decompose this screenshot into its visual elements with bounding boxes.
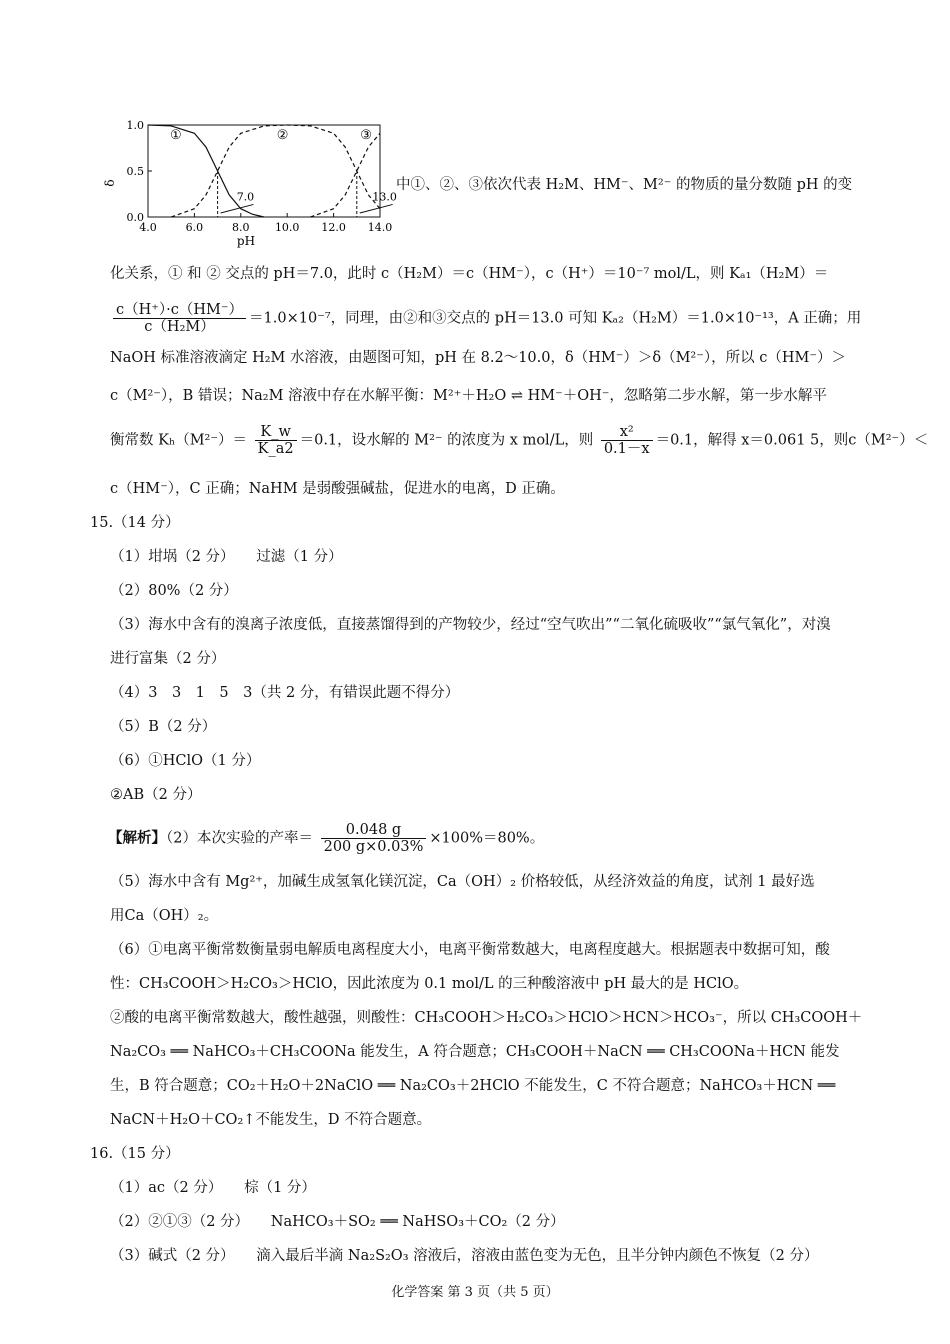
- text-line: c（HM⁻），C 正确；NaHM 是弱酸强碱盐，促进水的电离，D 正确。: [110, 481, 565, 497]
- series-label: ②: [276, 127, 289, 143]
- answer-line: （4）3 3 1 5 3（共 2 分，有错误此题不得分）: [110, 685, 460, 701]
- answer-line: （2）80%（2 分）: [110, 583, 238, 599]
- analysis-line: 【解析】（2）本次实验的产率＝ $\frac{0.048 g}{200 g\times 0.03\%}$ ×100%＝80%。: [108, 822, 545, 855]
- answer-line: （3）海水中含有的溴离子浓度低，直接蒸馏得到的产物较少，经过“空气吹出”“二氧化硫吸收”“氯气氧化”，对溴: [110, 617, 831, 633]
- series-label: ①: [170, 127, 182, 143]
- yield-fraction: $\frac{0.048 g}{200 g\times 0.03\%}$: [321, 822, 427, 855]
- x-tick-label: 14.0: [367, 221, 393, 234]
- answer-line: （6）①HClO（1 分）: [110, 753, 261, 769]
- text-line: 用Ca（OH）₂。: [110, 908, 219, 924]
- annotation-label: 7.0: [236, 190, 255, 204]
- text-line: NaOH 标准溶液滴定 H₂M 水溶液，由题图可知，pH 在 8.2～10.0，δ（HM⁻）＞δ（M²⁻），所以 c（HM⁻）＞: [110, 350, 847, 366]
- x-fraction: $\frac{\text{x²}}{0.1-x}$: [601, 424, 653, 457]
- series-2-curve: [171, 125, 380, 217]
- plot-frame: [148, 125, 380, 217]
- text-line-with-fractions: 衡常数 Kₕ（M²⁻）＝ $\frac{K\_w}{K\_a2}$ ＝0.1，设水解的 M²⁻ 的浓度为 x mol/L，则 $\frac{\text{x²}}{0.1-x}$ ＝0.1，解得 x＝0.061 5，则c（M²⁻）＜: [110, 424, 929, 457]
- series-label: ③: [360, 127, 372, 143]
- text-line-with-fraction: $\frac{c(H^+)\cdot c(HM^-)}{\text{c（H₂M）}}$ ＝1.0×10⁻⁷，同理，由②和③交点的 pH＝13.0 可知 Kₐ₂（H₂M）＝1.0×10⁻¹³，A 正确；用: [110, 302, 861, 335]
- x-tick-label: 12.0: [321, 221, 346, 234]
- answer-line: 进行富集（2 分）: [110, 651, 226, 667]
- text-line: 性：CH₃COOH＞H₂CO₃＞HClO，因此浓度为 0.1 mol/L 的三种酸溶液中 pH 最大的是 HClO。: [110, 976, 749, 992]
- series-3-curve: [310, 133, 380, 217]
- chart-caption-line: 中①、②、③依次代表 H₂M、HM⁻、M²⁻ 的物质的量分数随 pH 的变: [396, 177, 853, 193]
- x-tick-label: 6.0: [185, 221, 204, 234]
- ka1-fraction: $\frac{c(H^+)\cdot c(HM^-)}{\text{c（H₂M）}}$: [113, 302, 246, 335]
- x-tick-label: 8.0: [232, 221, 250, 234]
- answer-line: （1）ac（2 分） 棕（1 分）: [110, 1180, 316, 1196]
- text-line: c（M²⁻），B 错误；Na₂M 溶液中存在水解平衡：M²⁺＋H₂O ⇌ HM⁻＋OH⁻，忽略第二步水解，第一步水解平: [110, 388, 827, 404]
- text-line: （6）①电离平衡常数衡量弱电解质电离程度大小，电离平衡常数越大，电离程度越大。根据题表中数据可知，酸: [110, 942, 830, 958]
- distribution-chart: [100, 110, 400, 255]
- y-tick-label: 1.0: [126, 119, 144, 132]
- answer-line: （2）②①③（2 分） NaHCO₃＋SO₂ ══ NaHSO₃＋CO₂（2 分）: [110, 1214, 565, 1230]
- kh-fraction: $\frac{K\_w}{K\_a2}$: [255, 424, 297, 457]
- x-axis-label: pH: [236, 234, 256, 248]
- text-line: ②酸的电离平衡常数越大，酸性越强，则酸性：CH₃COOH＞H₂CO₃＞HClO＞HCN＞HCO₃⁻，所以 CH₃COOH＋: [110, 1010, 863, 1026]
- text-line: NaCN＋H₂O＋CO₂↑不能发生，D 不符合题意。: [110, 1112, 432, 1128]
- page-footer: 化学答案 第 3 页（共 5 页）: [391, 1285, 559, 1300]
- y-axis-label: δ: [103, 179, 117, 187]
- y-tick-label: 0.0: [126, 211, 144, 224]
- answer-line: （1）坩埚（2 分） 过滤（1 分）: [110, 549, 343, 565]
- question-heading: 16.（15 分）: [90, 1146, 180, 1162]
- question-heading: 15.（14 分）: [90, 515, 180, 531]
- text-line: Na₂CO₃ ══ NaHCO₃＋CH₃COONa 能发生，A 符合题意；CH₃COOH＋NaCN ══ CH₃COONa＋HCN 能发: [110, 1044, 840, 1060]
- annotation-arrow: [221, 204, 254, 213]
- answer-line: （5）B（2 分）: [110, 719, 217, 735]
- answer-line: ②AB（2 分）: [110, 787, 202, 803]
- text-line: 生，B 符合题意；CO₂＋H₂O＋2NaClO ══ Na₂CO₃＋2HClO 不能发生，C 不符合题意；NaHCO₃＋HCN ══: [110, 1078, 836, 1094]
- answer-line: （3）碱式（2 分） 滴入最后半滴 Na₂S₂O₃ 溶液后，溶液由蓝色变为无色，且半分钟内颜色不恢复（2 分）: [110, 1248, 819, 1264]
- x-tick-label: 4.0: [139, 221, 157, 234]
- y-tick-label: 0.5: [126, 165, 144, 178]
- text-line: （5）海水中含有 Mg²⁺，加碱生成氢氧化镁沉淀，Ca（OH）₂ 价格较低，从经济效益的角度，试剂 1 最好选: [110, 874, 815, 890]
- annotation-label: 13.0: [372, 190, 397, 204]
- x-tick-label: 10.0: [274, 221, 300, 234]
- annotation-arrow: [360, 204, 393, 213]
- text-line: 化关系，① 和 ② 交点的 pH＝7.0，此时 c（H₂M）＝c（HM⁻），c（H⁺）＝10⁻⁷ mol/L，则 Kₐ₁（H₂M）＝: [110, 266, 829, 282]
- analysis-label: 【解析】: [108, 829, 166, 847]
